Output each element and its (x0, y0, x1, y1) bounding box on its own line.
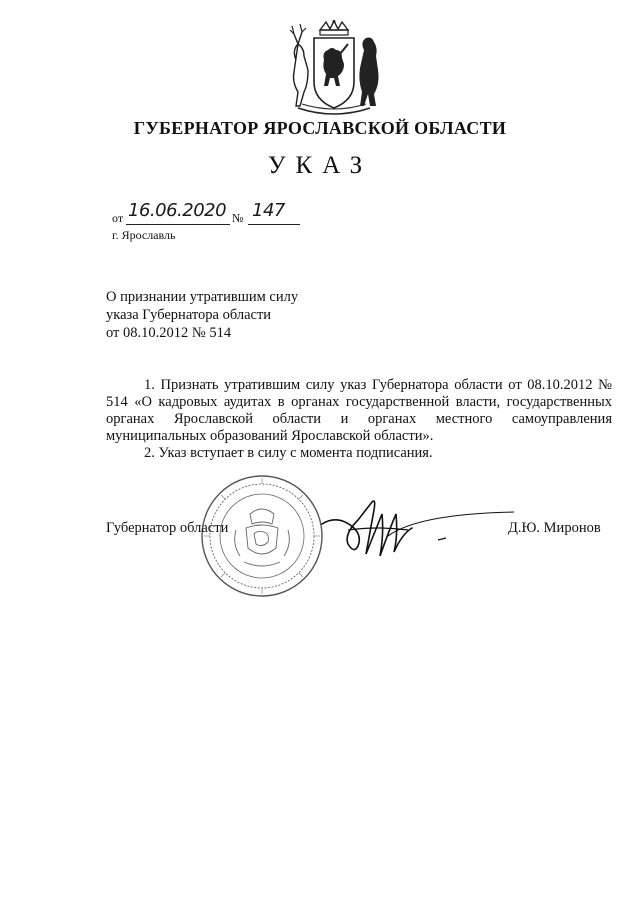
date-prefix: от (112, 211, 124, 225)
signature-block (0, 470, 640, 600)
decree-subject (106, 288, 298, 342)
subject-line: от 08.10.2012 № 514 (106, 325, 232, 341)
registration-line (112, 200, 312, 226)
handwritten-date: 16.06.2020 (128, 200, 227, 221)
signer-name: Д.Ю. Миронов (508, 520, 601, 536)
coat-of-arms-emblem (282, 20, 386, 116)
subject-line: указа Губернатора области (106, 307, 272, 323)
decree-body (106, 377, 612, 462)
body-paragraph: 1. Признать утратившим силу указ Губернатора области от 08.10.2012 № 514 «О кадровых аудитах в органах государственной власти, государственных органах Ярославской области и органах местного самоуправления муниципальных образований Ярославской области». (106, 377, 612, 444)
city-label: г. Ярославль (112, 228, 176, 242)
number-prefix: № (232, 211, 244, 225)
handwritten-signature (318, 484, 518, 564)
date-underline (126, 224, 230, 225)
handwritten-number: 147 (252, 200, 285, 221)
body-paragraph: 2. Указ вступает в силу с момента подписания. (144, 445, 433, 461)
subject-line: О признании утратившим силу (106, 289, 299, 305)
number-underline (248, 224, 300, 225)
org-title: ГУБЕРНАТОР ЯРОСЛАВСКОЙ ОБЛАСТИ (133, 118, 507, 138)
signer-position: Губернатор области (106, 520, 229, 536)
document-type-heading: УКАЗ (267, 152, 373, 179)
